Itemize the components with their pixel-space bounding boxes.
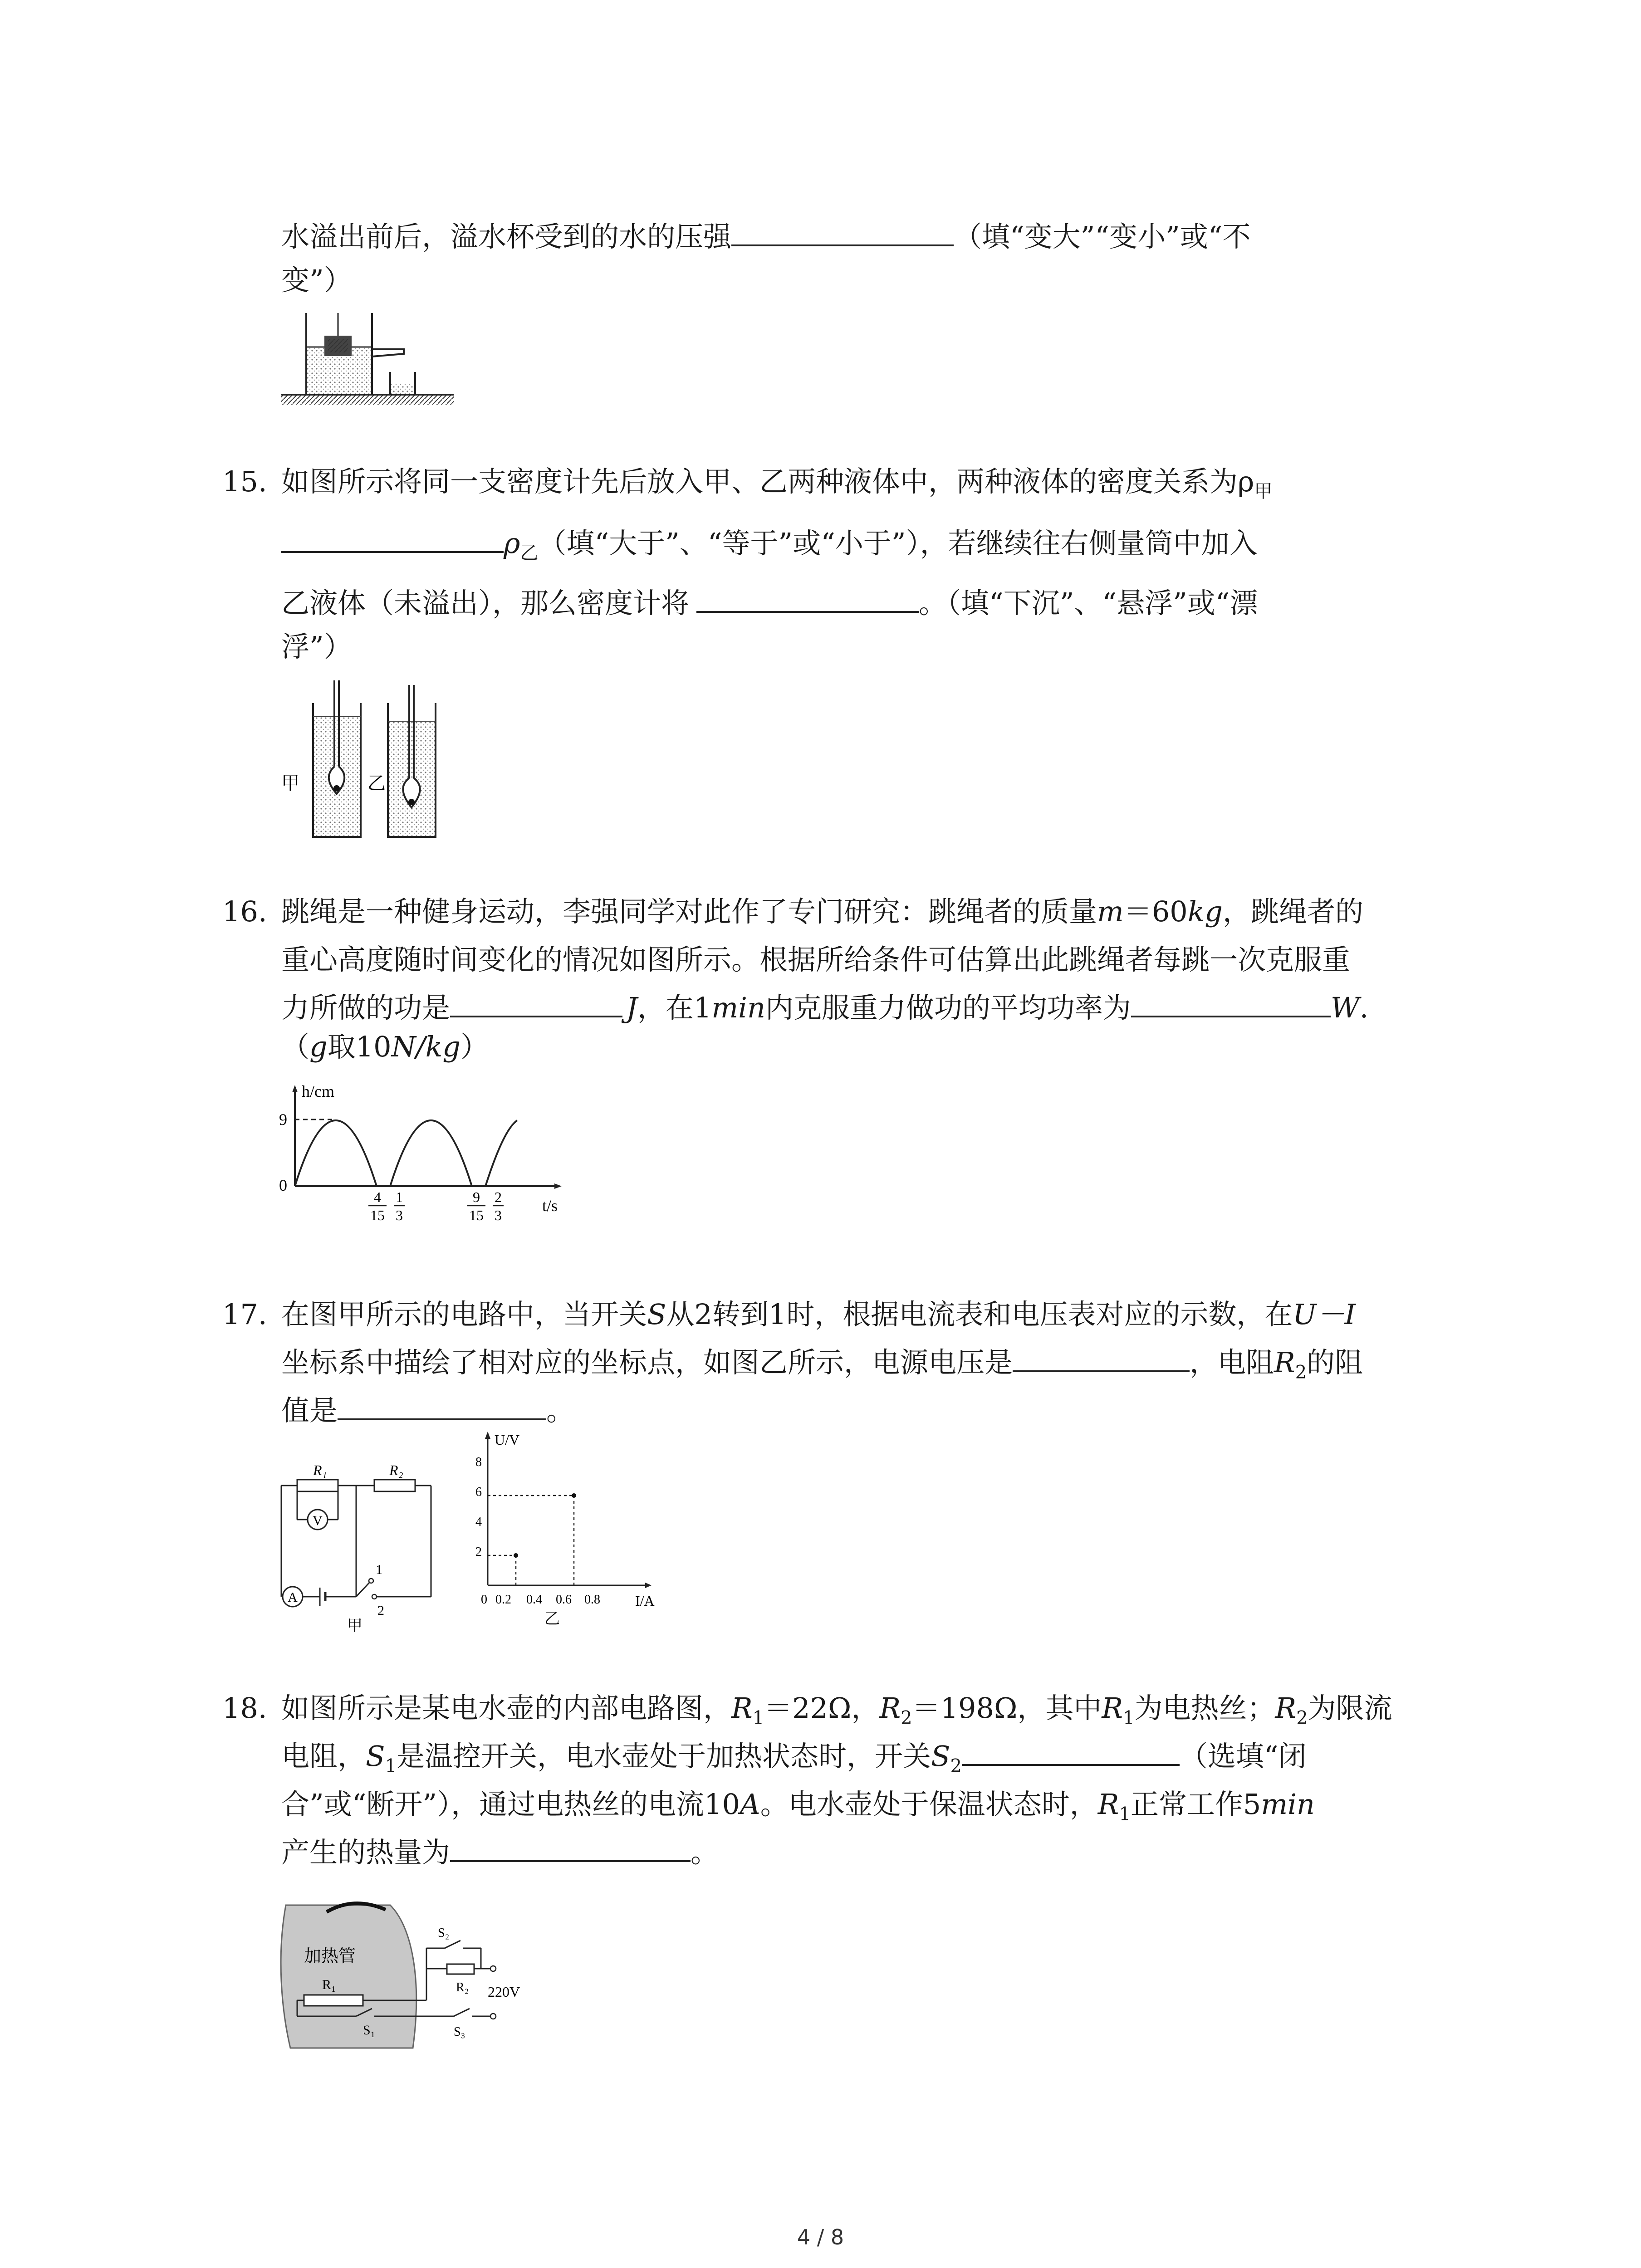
svg-text:S₂: S₂: [438, 1926, 450, 1940]
q17-line3: 值是 。: [281, 1394, 575, 1427]
q18-line1: 如图所示是某电水壶的内部电路图，$R_1=22\Omega$，$R_2=198\Omega$，其中$R_1$为电热丝；$R_2$为限流: [281, 1691, 1392, 1729]
q16-number: 16.: [222, 895, 267, 928]
page-number: 4 / 8: [797, 2225, 844, 2249]
circuit-caption-jia: 甲: [347, 1618, 362, 1633]
svg-text:6: 6: [475, 1485, 482, 1499]
q18-answer-blank-2[interactable]: [450, 1835, 691, 1862]
q15-line3: 乙液体（未溢出），那么密度计将 。（填“下沉”、“悬浮”或“漂: [281, 587, 1258, 620]
svg-text:2: 2: [377, 1603, 384, 1618]
svg-text:R₂: R₂: [389, 1462, 403, 1478]
q17-answer-blank-2[interactable]: [338, 1393, 546, 1420]
q14-answer-blank[interactable]: [731, 219, 954, 246]
svg-text:S₃: S₃: [454, 2025, 465, 2039]
q18-line3: 合”或“断开”），通过电热丝的电流10A。电水壶处于保温状态时，$R_1$正常工作5min: [281, 1788, 1315, 1825]
q17-answer-blank-1[interactable]: [1013, 1345, 1190, 1372]
svg-text:4: 4: [374, 1189, 381, 1205]
overflow-cup-figure: [279, 304, 497, 408]
q18-number: 18.: [222, 1691, 267, 1725]
svg-text:3: 3: [495, 1207, 502, 1223]
q15-line4: 浮”）: [281, 630, 352, 663]
q15-answer-blank-1[interactable]: [281, 526, 504, 553]
svg-text:220V: 220V: [488, 1984, 520, 2000]
q15-line2: $\rho_乙$（填“大于”、“等于”或“小于”），若继续往右侧量筒中加入: [281, 525, 1258, 571]
q15-line1: 如图所示将同一支密度计先后放入甲、乙两种液体中，两种液体的密度关系为$\rho_甲$: [281, 465, 1273, 502]
hydrometer-figure: [279, 676, 470, 844]
svg-text:1: 1: [396, 1189, 403, 1205]
svg-text:0.4: 0.4: [526, 1593, 542, 1607]
q17-line2: 坐标系中描绘了相对应的坐标点，如图乙所示，电源电压是 ，电阻$R_2$的阻: [281, 1346, 1363, 1383]
svg-text:8: 8: [475, 1455, 482, 1469]
kettle-circuit-figure: [277, 1892, 558, 2055]
ui-chart-ylabel: U/V: [495, 1432, 520, 1448]
kettle-resistor-r2: [447, 1964, 474, 1974]
jump-chart-ytick-9: 9: [279, 1110, 287, 1129]
svg-text:R₁: R₁: [322, 1977, 336, 1992]
svg-text:0.6: 0.6: [556, 1593, 572, 1607]
jump-chart-xtick-4-15: [368, 1189, 387, 1223]
svg-text:S₁: S₁: [363, 2023, 376, 2038]
svg-text:A: A: [288, 1590, 298, 1605]
q16-line4: （g取10N/kg）: [281, 1030, 489, 1063]
svg-text:1: 1: [376, 1562, 382, 1577]
svg-text:15: 15: [370, 1207, 385, 1223]
q16-answer-blank-1[interactable]: [450, 990, 622, 1017]
kettle-resistor-r1: [304, 1995, 363, 2006]
svg-text:2: 2: [475, 1545, 482, 1559]
q15-label-yi: 乙: [367, 773, 386, 793]
q16-line2: 重心高度随时间变化的情况如图所示。根据所给条件可估算出此跳绳者每跳一次克服重: [281, 943, 1351, 976]
ui-point-2: [572, 1493, 576, 1498]
q16-line1: 跳绳是一种健身运动，李强同学对此作了专门研究：跳绳者的质量m＝60kg，跳绳者的: [281, 895, 1363, 928]
svg-text:0.2: 0.2: [495, 1593, 511, 1607]
resistor-r1: [297, 1480, 338, 1491]
q15-label-jia: 甲: [281, 773, 299, 793]
jump-chart-xtick-9-15: [467, 1189, 485, 1223]
resistor-r2: [374, 1480, 415, 1491]
q17-line1: 在图甲所示的电路中，当开关S从2转到1时，根据电流表和电压表对应的示数，在U－I: [281, 1298, 1356, 1331]
circuit-diagram-jia: [272, 1461, 445, 1633]
u-i-chart: [463, 1429, 662, 1628]
jump-chart-xlabel: t/s: [542, 1197, 558, 1215]
jump-height-chart: [268, 1080, 585, 1225]
q14-line2: 变”）: [281, 264, 352, 297]
svg-text:3: 3: [396, 1207, 403, 1223]
svg-text:0.8: 0.8: [584, 1593, 600, 1607]
q16-answer-blank-2[interactable]: [1131, 990, 1331, 1017]
svg-text:2: 2: [495, 1189, 502, 1205]
svg-text:9: 9: [473, 1189, 480, 1205]
svg-text:15: 15: [469, 1207, 484, 1223]
kettle-body: [281, 1905, 416, 2048]
svg-text:R₁: R₁: [313, 1462, 327, 1478]
q18-line2: 电阻，$S_1$是温控开关，电水壶处于加热状态时，开关$S_2$ （选填“闭: [281, 1740, 1307, 1777]
kettle-heater-label: 加热管: [304, 1947, 356, 1966]
jump-chart-xtick-1-3: [394, 1189, 405, 1223]
q15-answer-blank-2[interactable]: [696, 586, 919, 613]
svg-text:0: 0: [481, 1593, 487, 1607]
ui-chart-xlabel: I/A: [635, 1593, 655, 1609]
q17-number: 17.: [222, 1298, 267, 1331]
q14-line1: 水溢出前后，溢水杯受到的水的压强 （填“变大”“变小”或“不: [281, 220, 1251, 253]
q15-number: 15.: [222, 465, 267, 498]
jump-chart-ylabel: h/cm: [302, 1082, 334, 1100]
q18-line4: 产生的热量为 。: [281, 1836, 719, 1869]
svg-text:V: V: [313, 1513, 323, 1528]
jump-chart-origin: 0: [279, 1176, 287, 1194]
jump-chart-xtick-2-3: [493, 1189, 504, 1223]
ui-point-1: [514, 1553, 518, 1558]
q16-line3: 力所做的功是 J，在1min内克服重力做功的平均功率为 W.: [281, 991, 1369, 1024]
svg-text:R₂: R₂: [456, 1980, 469, 1994]
ui-chart-caption: 乙: [544, 1611, 560, 1628]
q18-answer-blank-1[interactable]: [962, 1739, 1180, 1766]
svg-text:4: 4: [475, 1515, 482, 1529]
